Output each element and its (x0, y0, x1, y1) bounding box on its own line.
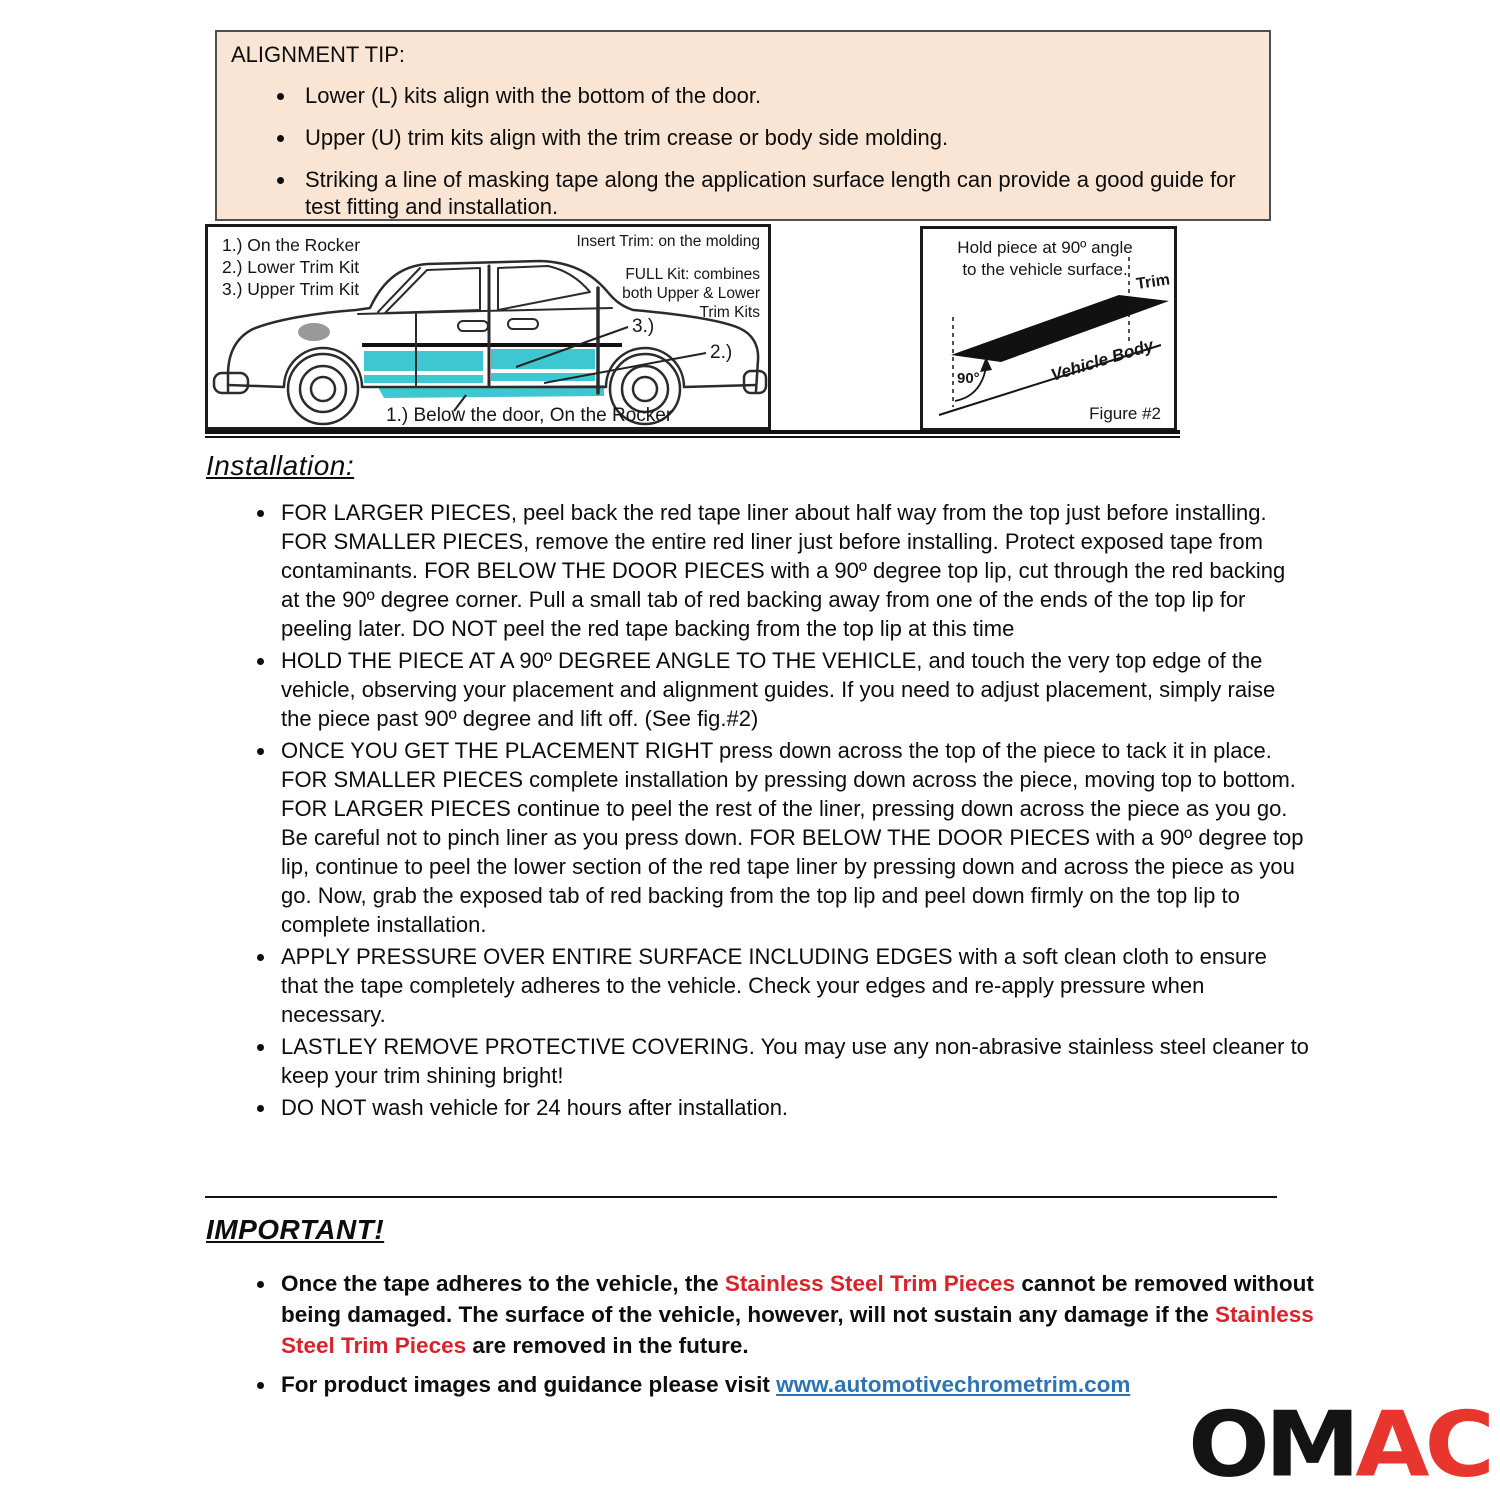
full-kit-note: Trim Kits (699, 304, 760, 321)
figure2-caption: to the vehicle surface. (962, 260, 1128, 279)
important-heading: IMPORTANT! (206, 1214, 385, 1245)
section-divider-thick (205, 430, 1180, 438)
full-kit-note: FULL Kit: combines (625, 266, 760, 283)
alignment-tip-title: ALIGNMENT TIP: (231, 42, 406, 67)
below-door-label: 1.) Below the door, On the Rocker (386, 405, 673, 426)
red-highlight: Stainless Steel Trim Pieces (281, 1302, 1314, 1358)
alignment-tip-item: • Upper (U) trim kits align with the trim crease or body side molding. (297, 124, 1255, 151)
alignment-tip-item: • Lower (L) kits align with the bottom of the door. (297, 82, 1255, 109)
trim-stripe-lower (364, 375, 483, 383)
installation-item: • HOLD THE PIECE AT A 90º DEGREE ANGLE TO THE VEHICLE, and touch the very top edge of the vehicle, observing your placement and alignment guides. If you need to adjust placement, simply raise the piece past 90º degree and lift off. (See fig.#2) (277, 646, 1309, 733)
side-window-rear (498, 266, 590, 310)
callout-2-label: 2.) (710, 342, 733, 363)
section-divider-thin (205, 1196, 1277, 1198)
alignment-tip-box (215, 30, 1271, 221)
figure2-label: Figure #2 (1089, 404, 1161, 423)
legend-line: 3.) Upper Trim Kit (222, 279, 360, 299)
insert-trim-note: Insert Trim: on the molding (576, 233, 760, 250)
omac-logo (1188, 1391, 1490, 1497)
car-diagram-illustration (208, 227, 768, 427)
trim-stripe-upper (491, 349, 595, 369)
red-highlight: Stainless Steel Trim Pieces (724, 1271, 1016, 1296)
legend-line: 1.) On the Rocker (222, 235, 361, 255)
important-item (277, 1369, 1319, 1400)
front-wheel (300, 366, 346, 412)
figure2-panel (920, 226, 1177, 431)
installation-heading: Installation: (206, 450, 355, 481)
important-item (277, 1268, 1319, 1361)
fuel-door (298, 323, 330, 341)
important-list (239, 1268, 1319, 1408)
important-text: Once the tape adheres to the vehicle, the (281, 1271, 725, 1296)
vehicle-body-label: Vehicle Body (1048, 335, 1156, 385)
angle-90-label: 90° (957, 370, 980, 387)
door-handle (458, 321, 488, 331)
important-text: For product images and guidance please visit (281, 1372, 777, 1397)
installation-item: • LASTLEY REMOVE PROTECTIVE COVERING. You may use any non-abrasive stainless steel cleaner to keep your trim shining bright! (277, 1032, 1309, 1090)
rear-wheel (633, 377, 657, 401)
car-diagram-panel (205, 224, 771, 430)
important-text: cannot be removed without being damaged. The surface of the vehicle, however, will not sustain any damage if the (281, 1271, 1314, 1327)
door-handle (508, 319, 538, 329)
installation-item: • FOR LARGER PIECES, peel back the red tape liner about half way from the top just before installing. FOR SMALLER PIECES, remove the entire red liner just before installing. Protect exposed tape from contaminants. FOR BELOW THE DOOR PIECES with a 90º degree top lip, cut through the red backing at the 90º degree corner. Pull a small tab of red backing away from one of the ends of the top lip for peeling later. DO NOT peel the red tape backing from the top lip at this time (277, 498, 1309, 643)
front-wheel (288, 354, 358, 424)
installation-item: • APPLY PRESSURE OVER ENTIRE SURFACE INCLUDING EDGES with a soft clean cloth to ensure that the tape completely adheres to the vehicle. Check your edges and re-apply pressure when necessary. (277, 942, 1309, 1029)
alignment-tip-item: • Striking a line of masking tape along the application surface length can provide a good guide for test fitting and installation. (297, 166, 1255, 220)
trim-stripe-upper (364, 351, 483, 371)
logo-ac-text: AC (1355, 1391, 1490, 1497)
installation-item: • ONCE YOU GET THE PLACEMENT RIGHT press down across the top of the piece to tack it in place. FOR SMALLER PIECES complete installation by pressing down across the piece, moving top to bottom. FOR LARGER PIECES continue to peel the rest of the liner, pressing down across the piece as you go. Be careful not to pinch liner as you press down. FOR BELOW THE DOOR PIECES with a 90º degree top lip, continue to peel the lower section of the red tape liner by pressing down and across the piece as you go. Now, grab the exposed tab of red backing from the top lip and peel down firmly on the top lip to complete installation. (277, 736, 1309, 939)
important-text: are removed in the future. (466, 1333, 749, 1358)
logo-om-text: OM (1188, 1391, 1356, 1497)
legend-line: 2.) Lower Trim Kit (222, 257, 360, 277)
website-link[interactable]: www.automotivechrometrim.com (776, 1372, 1131, 1397)
figure2-illustration (923, 229, 1174, 428)
trim-stripes (364, 349, 604, 398)
callout-3-label: 3.) (632, 316, 655, 337)
figure2-caption: Hold piece at 90º angle (957, 238, 1133, 257)
trim-label: Trim (1135, 271, 1172, 293)
installation-list (239, 498, 1309, 1125)
front-wheel (311, 377, 335, 401)
installation-item: • DO NOT wash vehicle for 24 hours after installation. (277, 1093, 1309, 1122)
front-bumper (214, 373, 248, 393)
full-kit-note: both Upper & Lower (622, 285, 760, 302)
alignment-tip-list (231, 82, 1255, 220)
